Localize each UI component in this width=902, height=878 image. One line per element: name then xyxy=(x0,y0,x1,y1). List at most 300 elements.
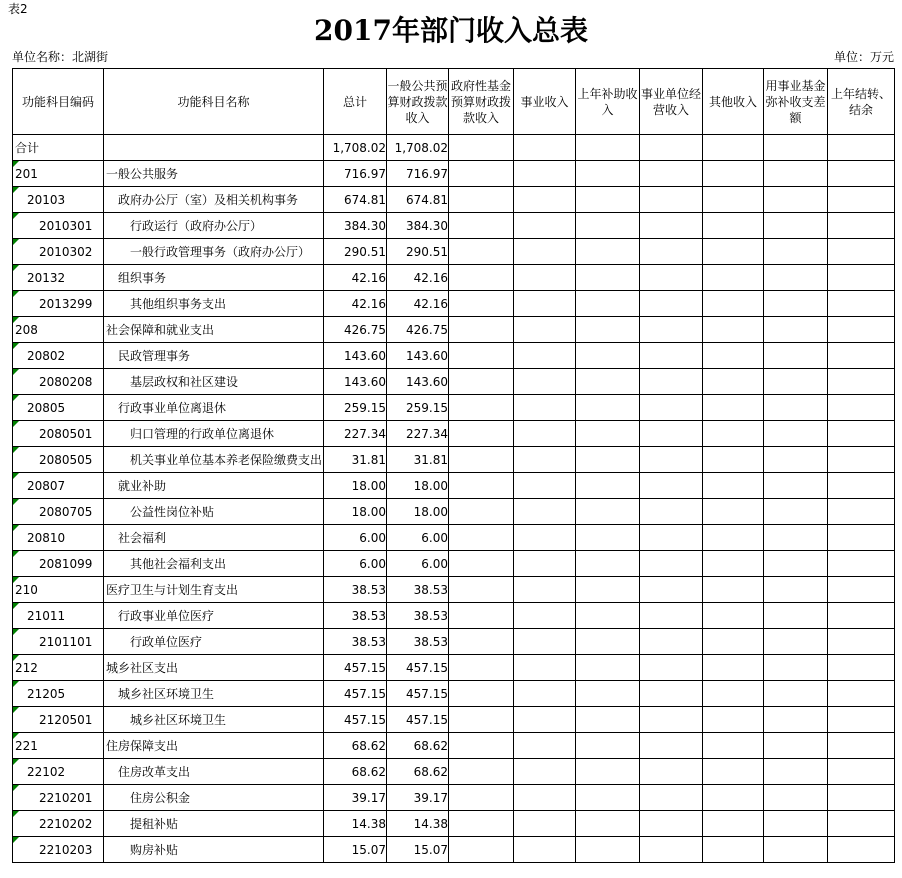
business-operation-income-cell xyxy=(640,421,703,447)
prev-year-subsidy-cell xyxy=(576,473,640,499)
carryover-cell xyxy=(828,707,895,733)
table-row xyxy=(13,473,895,499)
business-income-cell xyxy=(514,707,576,733)
carryover-cell xyxy=(828,811,895,837)
cell-corner-marker-icon xyxy=(13,343,19,349)
cell-corner-marker-icon xyxy=(13,161,19,167)
prev-year-subsidy-cell xyxy=(576,265,640,291)
carryover-cell xyxy=(828,187,895,213)
carryover-cell xyxy=(828,135,895,161)
business-income-cell xyxy=(514,421,576,447)
function-code: 210 xyxy=(15,582,38,597)
function-name-cell xyxy=(104,629,324,655)
function-code: 22102 xyxy=(27,764,66,779)
col-header-other-income: 其他收入 xyxy=(703,69,764,135)
meta-row xyxy=(12,50,894,65)
carryover-cell xyxy=(828,473,895,499)
cell-corner-marker-icon xyxy=(13,681,19,687)
business-income-cell xyxy=(514,577,576,603)
business-income-cell xyxy=(514,499,576,525)
table-row xyxy=(13,785,895,811)
business-income-cell xyxy=(514,785,576,811)
business-operation-income-cell xyxy=(640,135,703,161)
prev-year-subsidy-cell xyxy=(576,187,640,213)
business-income-cell xyxy=(514,551,576,577)
business-operation-income-cell xyxy=(640,447,703,473)
business-operation-income-cell xyxy=(640,265,703,291)
govt-fund-budget-cell xyxy=(449,655,514,681)
function-code: 2210202 xyxy=(39,816,93,831)
govt-fund-budget-cell xyxy=(449,525,514,551)
govt-fund-budget-cell xyxy=(449,707,514,733)
table-row xyxy=(13,551,895,577)
cell-corner-marker-icon xyxy=(13,421,19,427)
prev-year-subsidy-cell xyxy=(576,681,640,707)
function-code-cell xyxy=(13,291,104,317)
function-name-cell xyxy=(104,759,324,785)
table-row xyxy=(13,265,895,291)
prev-year-subsidy-cell xyxy=(576,369,640,395)
prev-year-subsidy-cell xyxy=(576,135,640,161)
fund-offset-cell xyxy=(764,187,828,213)
general-public-budget-cell: 31.81 xyxy=(387,447,449,473)
carryover-cell xyxy=(828,759,895,785)
other-income-cell xyxy=(703,525,764,551)
business-operation-income-cell xyxy=(640,551,703,577)
table-row xyxy=(13,655,895,681)
total-cell: 14.38 xyxy=(324,811,387,837)
govt-fund-budget-cell xyxy=(449,395,514,421)
function-code: 2101101 xyxy=(39,634,93,649)
govt-fund-budget-cell xyxy=(449,421,514,447)
function-name-cell xyxy=(104,603,324,629)
general-public-budget-cell: 42.16 xyxy=(387,265,449,291)
fund-offset-cell xyxy=(764,421,828,447)
govt-fund-budget-cell xyxy=(449,603,514,629)
total-cell: 457.15 xyxy=(324,655,387,681)
function-name-cell xyxy=(104,837,324,863)
other-income-cell xyxy=(703,187,764,213)
prev-year-subsidy-cell xyxy=(576,395,640,421)
function-name: 住房保障支出 xyxy=(106,739,179,753)
table-row xyxy=(13,707,895,733)
function-name: 就业补助 xyxy=(118,479,167,493)
cell-corner-marker-icon xyxy=(13,837,19,843)
cell-corner-marker-icon xyxy=(13,317,19,323)
col-header-govt-fund-budget: 政府性基金预算财政拨款收入 xyxy=(449,69,514,135)
carryover-cell xyxy=(828,629,895,655)
function-name-cell xyxy=(104,187,324,213)
carryover-cell xyxy=(828,161,895,187)
fund-offset-cell xyxy=(764,837,828,863)
total-cell: 31.81 xyxy=(324,447,387,473)
other-income-cell xyxy=(703,343,764,369)
cell-corner-marker-icon xyxy=(13,395,19,401)
function-code: 2210203 xyxy=(39,842,93,857)
business-income-cell xyxy=(514,187,576,213)
govt-fund-budget-cell xyxy=(449,239,514,265)
function-name: 行政事业单位医疗 xyxy=(118,609,215,623)
function-code-cell xyxy=(13,577,104,603)
prev-year-subsidy-cell xyxy=(576,525,640,551)
table-row xyxy=(13,733,895,759)
function-code: 2080208 xyxy=(39,374,93,389)
cell-corner-marker-icon xyxy=(13,369,19,375)
function-code-cell xyxy=(13,161,104,187)
other-income-cell xyxy=(703,759,764,785)
cell-corner-marker-icon xyxy=(13,525,19,531)
business-income-cell xyxy=(514,317,576,343)
other-income-cell xyxy=(703,837,764,863)
general-public-budget-cell: 1,708.02 xyxy=(387,135,449,161)
total-cell: 38.53 xyxy=(324,603,387,629)
function-code: 208 xyxy=(15,322,38,337)
function-code-cell xyxy=(13,213,104,239)
prev-year-subsidy-cell xyxy=(576,239,640,265)
table-row xyxy=(13,629,895,655)
fund-offset-cell xyxy=(764,369,828,395)
header-row xyxy=(13,69,895,135)
function-code-cell xyxy=(13,551,104,577)
other-income-cell xyxy=(703,629,764,655)
function-code-cell xyxy=(13,759,104,785)
business-operation-income-cell xyxy=(640,707,703,733)
table-row xyxy=(13,447,895,473)
carryover-cell xyxy=(828,603,895,629)
business-income-cell xyxy=(514,733,576,759)
other-income-cell xyxy=(703,239,764,265)
total-cell: 259.15 xyxy=(324,395,387,421)
col-header-carryover: 上年结转、结余 xyxy=(828,69,895,135)
function-name-cell xyxy=(104,343,324,369)
other-income-cell xyxy=(703,577,764,603)
carryover-cell xyxy=(828,369,895,395)
function-code: 20805 xyxy=(27,400,66,415)
function-name-cell xyxy=(104,135,324,161)
fund-offset-cell xyxy=(764,707,828,733)
carryover-cell xyxy=(828,447,895,473)
function-name: 机关事业单位基本养老保险缴费支出 xyxy=(130,453,323,467)
function-name: 其他组织事务支出 xyxy=(130,297,227,311)
prev-year-subsidy-cell xyxy=(576,837,640,863)
business-operation-income-cell xyxy=(640,369,703,395)
total-cell: 290.51 xyxy=(324,239,387,265)
function-name-cell xyxy=(104,213,324,239)
business-income-cell xyxy=(514,213,576,239)
other-income-cell xyxy=(703,681,764,707)
govt-fund-budget-cell xyxy=(449,837,514,863)
fund-offset-cell xyxy=(764,265,828,291)
cell-corner-marker-icon xyxy=(13,265,19,271)
function-name-cell xyxy=(104,317,324,343)
general-public-budget-cell: 143.60 xyxy=(387,369,449,395)
general-public-budget-cell: 426.75 xyxy=(387,317,449,343)
carryover-cell xyxy=(828,733,895,759)
function-name: 政府办公厅（室）及相关机构事务 xyxy=(118,193,299,207)
function-code: 21205 xyxy=(27,686,66,701)
function-code-cell xyxy=(13,421,104,447)
function-code-cell xyxy=(13,499,104,525)
unit-name-label: 单位名称：北湖街 xyxy=(12,50,109,64)
general-public-budget-cell: 6.00 xyxy=(387,551,449,577)
fund-offset-cell xyxy=(764,629,828,655)
business-income-cell xyxy=(514,629,576,655)
general-public-budget-cell: 716.97 xyxy=(387,161,449,187)
business-income-cell xyxy=(514,135,576,161)
cell-corner-marker-icon xyxy=(13,759,19,765)
function-code: 2080705 xyxy=(39,504,93,519)
function-name-cell xyxy=(104,577,324,603)
business-operation-income-cell xyxy=(640,213,703,239)
function-code-cell xyxy=(13,239,104,265)
function-name: 一般行政管理事务（政府办公厅） xyxy=(130,245,311,259)
carryover-cell xyxy=(828,291,895,317)
general-public-budget-cell: 259.15 xyxy=(387,395,449,421)
govt-fund-budget-cell xyxy=(449,759,514,785)
table-row xyxy=(13,213,895,239)
general-public-budget-cell: 457.15 xyxy=(387,707,449,733)
function-code: 20103 xyxy=(27,192,66,207)
cell-corner-marker-icon xyxy=(13,213,19,219)
carryover-cell xyxy=(828,681,895,707)
total-cell: 143.60 xyxy=(324,369,387,395)
table-row xyxy=(13,837,895,863)
table-row xyxy=(13,681,895,707)
business-income-cell xyxy=(514,603,576,629)
table-row xyxy=(13,317,895,343)
carryover-cell xyxy=(828,421,895,447)
function-name-cell xyxy=(104,239,324,265)
fund-offset-cell xyxy=(764,577,828,603)
carryover-cell xyxy=(828,317,895,343)
table-row xyxy=(13,499,895,525)
function-code-cell xyxy=(13,811,104,837)
total-cell: 15.07 xyxy=(324,837,387,863)
cell-corner-marker-icon xyxy=(13,473,19,479)
govt-fund-budget-cell xyxy=(449,447,514,473)
function-code: 2081099 xyxy=(39,556,93,571)
function-code-cell xyxy=(13,525,104,551)
col-header-business-operation-income: 事业单位经营收入 xyxy=(640,69,703,135)
total-cell: 68.62 xyxy=(324,733,387,759)
business-income-cell xyxy=(514,369,576,395)
prev-year-subsidy-cell xyxy=(576,577,640,603)
prev-year-subsidy-cell xyxy=(576,629,640,655)
fund-offset-cell xyxy=(764,343,828,369)
function-code-cell xyxy=(13,369,104,395)
function-name: 城乡社区支出 xyxy=(106,661,179,675)
function-name-cell xyxy=(104,291,324,317)
function-code: 21011 xyxy=(27,608,66,623)
function-name: 公益性岗位补贴 xyxy=(130,505,215,519)
table-tag: 表2 xyxy=(8,2,28,16)
table-row xyxy=(13,187,895,213)
other-income-cell xyxy=(703,655,764,681)
general-public-budget-cell: 42.16 xyxy=(387,291,449,317)
function-name-cell xyxy=(104,551,324,577)
col-header-total: 总计 xyxy=(324,69,387,135)
table-row xyxy=(13,525,895,551)
business-income-cell xyxy=(514,655,576,681)
business-operation-income-cell xyxy=(640,187,703,213)
other-income-cell xyxy=(703,369,764,395)
business-operation-income-cell xyxy=(640,343,703,369)
general-public-budget-cell: 457.15 xyxy=(387,681,449,707)
prev-year-subsidy-cell xyxy=(576,759,640,785)
cell-corner-marker-icon xyxy=(13,603,19,609)
general-public-budget-cell: 457.15 xyxy=(387,655,449,681)
cell-corner-marker-icon xyxy=(13,239,19,245)
business-operation-income-cell xyxy=(640,837,703,863)
prev-year-subsidy-cell xyxy=(576,603,640,629)
function-name-cell xyxy=(104,473,324,499)
carryover-cell xyxy=(828,785,895,811)
unit-label: 单位：万元 xyxy=(833,50,894,64)
business-income-cell xyxy=(514,525,576,551)
cell-corner-marker-icon xyxy=(13,551,19,557)
other-income-cell xyxy=(703,317,764,343)
total-cell: 457.15 xyxy=(324,707,387,733)
business-income-cell xyxy=(514,239,576,265)
total-cell: 457.15 xyxy=(324,681,387,707)
business-operation-income-cell xyxy=(640,681,703,707)
cell-corner-marker-icon xyxy=(13,811,19,817)
business-income-cell xyxy=(514,837,576,863)
general-public-budget-cell: 6.00 xyxy=(387,525,449,551)
function-name-cell xyxy=(104,265,324,291)
fund-offset-cell xyxy=(764,603,828,629)
general-public-budget-cell: 290.51 xyxy=(387,239,449,265)
govt-fund-budget-cell xyxy=(449,369,514,395)
govt-fund-budget-cell xyxy=(449,343,514,369)
general-public-budget-cell: 38.53 xyxy=(387,603,449,629)
total-cell: 42.16 xyxy=(324,265,387,291)
other-income-cell xyxy=(703,447,764,473)
fund-offset-cell xyxy=(764,447,828,473)
function-name-cell xyxy=(104,369,324,395)
total-cell: 18.00 xyxy=(324,499,387,525)
function-code-cell xyxy=(13,135,104,161)
business-operation-income-cell xyxy=(640,629,703,655)
govt-fund-budget-cell xyxy=(449,135,514,161)
carryover-cell xyxy=(828,239,895,265)
business-operation-income-cell xyxy=(640,291,703,317)
function-name-cell xyxy=(104,161,324,187)
cell-corner-marker-icon xyxy=(13,707,19,713)
cell-corner-marker-icon xyxy=(13,733,19,739)
other-income-cell xyxy=(703,265,764,291)
other-income-cell xyxy=(703,135,764,161)
function-name: 行政单位医疗 xyxy=(130,635,203,649)
function-name-cell xyxy=(104,499,324,525)
total-cell: 384.30 xyxy=(324,213,387,239)
function-code: 2013299 xyxy=(39,296,93,311)
total-cell: 227.34 xyxy=(324,421,387,447)
function-code-cell xyxy=(13,317,104,343)
cell-corner-marker-icon xyxy=(13,655,19,661)
govt-fund-budget-cell xyxy=(449,473,514,499)
total-cell: 18.00 xyxy=(324,473,387,499)
table-row xyxy=(13,603,895,629)
function-name-cell xyxy=(104,785,324,811)
fund-offset-cell xyxy=(764,785,828,811)
total-cell: 38.53 xyxy=(324,577,387,603)
other-income-cell xyxy=(703,395,764,421)
business-operation-income-cell xyxy=(640,395,703,421)
table-row xyxy=(13,759,895,785)
function-code: 20132 xyxy=(27,270,66,285)
govt-fund-budget-cell xyxy=(449,187,514,213)
business-income-cell xyxy=(514,447,576,473)
prev-year-subsidy-cell xyxy=(576,655,640,681)
fund-offset-cell xyxy=(764,395,828,421)
table-row xyxy=(13,577,895,603)
table-row xyxy=(13,291,895,317)
prev-year-subsidy-cell xyxy=(576,291,640,317)
function-code-cell xyxy=(13,395,104,421)
function-name: 组织事务 xyxy=(118,271,167,285)
carryover-cell xyxy=(828,213,895,239)
function-code: 221 xyxy=(15,738,38,753)
total-cell: 38.53 xyxy=(324,629,387,655)
business-operation-income-cell xyxy=(640,239,703,265)
fund-offset-cell xyxy=(764,135,828,161)
business-income-cell xyxy=(514,291,576,317)
fund-offset-cell xyxy=(764,239,828,265)
business-operation-income-cell xyxy=(640,499,703,525)
business-operation-income-cell xyxy=(640,603,703,629)
function-name-cell xyxy=(104,447,324,473)
general-public-budget-cell: 384.30 xyxy=(387,213,449,239)
function-name-cell xyxy=(104,655,324,681)
business-income-cell xyxy=(514,681,576,707)
function-name: 提租补贴 xyxy=(130,817,179,831)
fund-offset-cell xyxy=(764,759,828,785)
other-income-cell xyxy=(703,707,764,733)
other-income-cell xyxy=(703,473,764,499)
function-name: 行政事业单位离退休 xyxy=(118,401,227,415)
total-cell: 1,708.02 xyxy=(324,135,387,161)
business-income-cell xyxy=(514,161,576,187)
fund-offset-cell xyxy=(764,291,828,317)
prev-year-subsidy-cell xyxy=(576,161,640,187)
function-code: 20807 xyxy=(27,478,66,493)
function-code-cell xyxy=(13,343,104,369)
business-income-cell xyxy=(514,811,576,837)
function-code: 合计 xyxy=(15,141,40,155)
cell-corner-marker-icon xyxy=(13,291,19,297)
business-operation-income-cell xyxy=(640,317,703,343)
fund-offset-cell xyxy=(764,811,828,837)
business-income-cell xyxy=(514,395,576,421)
function-name-cell xyxy=(104,421,324,447)
business-operation-income-cell xyxy=(640,655,703,681)
general-public-budget-cell: 143.60 xyxy=(387,343,449,369)
function-name: 行政运行（政府办公厅） xyxy=(130,219,263,233)
other-income-cell xyxy=(703,161,764,187)
govt-fund-budget-cell xyxy=(449,161,514,187)
table-row xyxy=(13,369,895,395)
cell-corner-marker-icon xyxy=(13,187,19,193)
table-row xyxy=(13,395,895,421)
fund-offset-cell xyxy=(764,733,828,759)
other-income-cell xyxy=(703,603,764,629)
function-code-cell xyxy=(13,733,104,759)
general-public-budget-cell: 38.53 xyxy=(387,577,449,603)
carryover-cell xyxy=(828,265,895,291)
prev-year-subsidy-cell xyxy=(576,317,640,343)
function-name-cell xyxy=(104,395,324,421)
